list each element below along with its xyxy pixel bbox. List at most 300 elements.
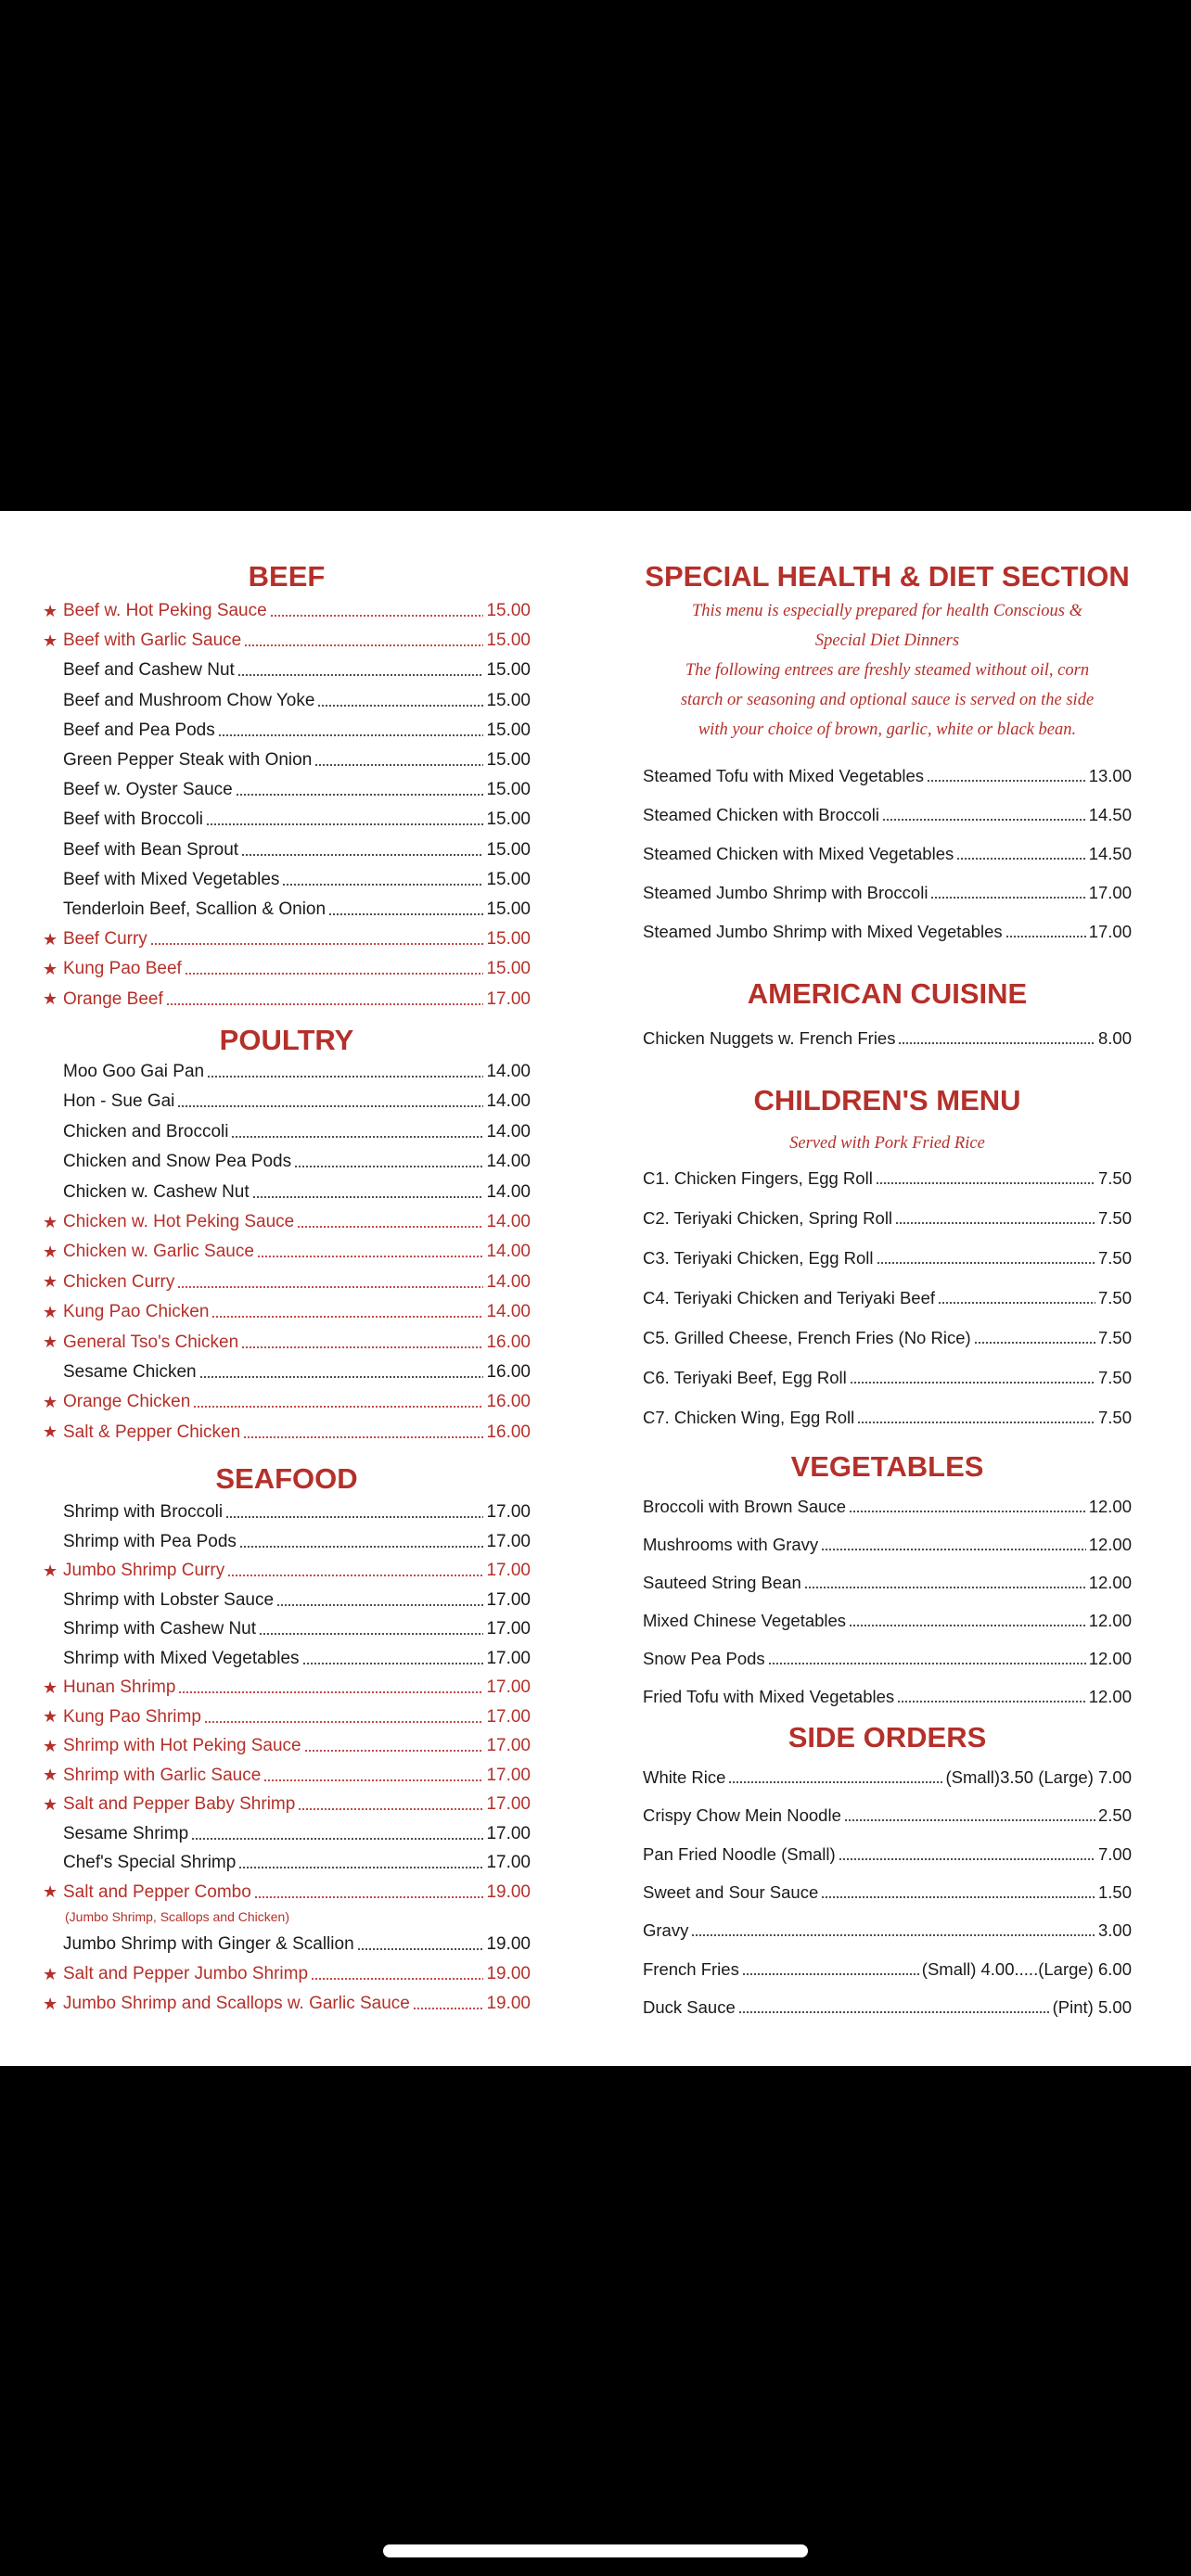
menu-item-price: 19.00 <box>486 1964 531 1983</box>
star-icon: ★ <box>43 1392 58 1411</box>
menu-item-price: 17.00 <box>486 1589 531 1610</box>
menu-item-price: 19.00 <box>486 1934 531 1954</box>
health-note-line-4: starch or seasoning and optional sauce is served on the side <box>680 691 1095 709</box>
star-icon: ★ <box>43 1302 58 1321</box>
menu-item <box>643 1568 1132 1598</box>
dot-leader <box>849 1624 1086 1627</box>
menu-item-price: 12.00 <box>1088 1611 1132 1630</box>
star-icon: ★ <box>43 959 58 978</box>
menu-item-name: Sesame Shrimp <box>63 1823 189 1843</box>
menu-item <box>43 835 531 865</box>
menu-item <box>43 1673 531 1702</box>
dot-leader <box>252 1195 484 1199</box>
menu-item-name: Beef with Bean Sprout <box>63 839 239 860</box>
menu-item-name: Beef w. Hot Peking Sauce <box>63 601 267 620</box>
menu-item-price: 14.00 <box>486 1242 531 1262</box>
menu-item-name: Sweet and Sour Sauce <box>643 1881 819 1902</box>
menu-item <box>643 917 1132 947</box>
menu-item-price: 14.00 <box>486 1091 531 1112</box>
dot-leader <box>728 1780 942 1784</box>
menu-item-name: Hon - Sue Gai <box>63 1091 175 1112</box>
menu-item-price: 15.00 <box>486 601 531 620</box>
menu-item <box>643 1840 1132 1869</box>
menu-item-price: 14.50 <box>1088 805 1132 824</box>
menu-item <box>643 1916 1132 1945</box>
menu-item <box>43 775 531 805</box>
menu-item-price: 14.00 <box>486 1121 531 1141</box>
dot-leader <box>895 1221 1095 1225</box>
menu-item-name: Mixed Chinese Vegetables <box>643 1611 847 1630</box>
menu-item-price: 14.00 <box>486 1271 531 1292</box>
menu-item <box>43 596 531 626</box>
menu-item-name: Jumbo Shrimp Curry <box>63 1561 225 1580</box>
dot-leader <box>357 1947 484 1951</box>
menu-item-name: Beef and Cashew Nut <box>63 660 235 681</box>
menu-item-price: 19.00 <box>486 1881 531 1902</box>
menu-item-price: 17.00 <box>486 1823 531 1843</box>
menu-item <box>643 761 1132 791</box>
dot-leader <box>857 1421 1095 1424</box>
menu-item-name: C4. Teriyaki Chicken and Teriyaki Beef <box>643 1288 935 1307</box>
star-icon: ★ <box>43 1736 58 1755</box>
menu-item-price: 7.50 <box>1097 1328 1132 1347</box>
dot-leader <box>199 1375 484 1379</box>
menu-item <box>43 1087 531 1116</box>
menu-item-price: 16.00 <box>486 1392 531 1412</box>
menu-item-name: C1. Chicken Fingers, Egg Roll <box>643 1168 873 1188</box>
menu-item-price: 12.00 <box>1088 1649 1132 1668</box>
dot-leader <box>177 1285 483 1289</box>
dot-leader <box>897 1700 1086 1703</box>
dot-leader <box>193 1405 483 1409</box>
menu-item <box>43 925 531 954</box>
menu-item <box>43 805 531 835</box>
dot-leader <box>178 1690 483 1694</box>
vegetables-heading: VEGETABLES <box>790 1450 984 1483</box>
dot-leader <box>241 853 483 857</box>
menu-item <box>643 1363 1132 1393</box>
menu-item-price: 15.00 <box>486 720 531 740</box>
menu-item-name: General Tso's Chicken <box>63 1332 239 1352</box>
star-icon: ★ <box>43 929 58 949</box>
star-icon: ★ <box>43 1882 58 1901</box>
menu-item <box>643 1878 1132 1907</box>
menu-item <box>643 1606 1132 1636</box>
dot-leader <box>876 1181 1095 1185</box>
menu-item-name: Mushrooms with Gravy <box>643 1535 819 1554</box>
menu-item <box>43 1387 531 1417</box>
menu-item-name: Snow Pea Pods <box>643 1649 765 1668</box>
menu-item <box>43 1057 531 1087</box>
menu-item-price: 17.00 <box>486 1736 531 1755</box>
star-icon: ★ <box>43 1212 58 1231</box>
star-icon: ★ <box>43 1422 58 1442</box>
menu-item-price: 17.00 <box>1088 883 1132 902</box>
menu-item <box>643 1323 1132 1353</box>
menu-item-price: 14.00 <box>486 1152 531 1172</box>
menu-item-price: 17.00 <box>1088 922 1132 941</box>
star-icon: ★ <box>43 1964 58 1983</box>
menu-item-price: 15.00 <box>486 780 531 800</box>
star-icon: ★ <box>43 1766 58 1784</box>
menu-item <box>43 656 531 685</box>
dot-leader <box>225 1515 483 1519</box>
star-icon: ★ <box>43 1677 58 1697</box>
menu-item <box>43 895 531 925</box>
dot-leader <box>294 1165 483 1168</box>
menu-item-name: Chicken Curry <box>63 1271 175 1292</box>
menu-item <box>643 1164 1132 1193</box>
menu-item-name: French Fries <box>643 1958 739 1979</box>
dot-leader <box>844 1818 1095 1822</box>
dot-leader <box>927 779 1086 783</box>
menu-item-name: Beef and Pea Pods <box>63 720 215 740</box>
menu-item-price: 7.50 <box>1097 1288 1132 1307</box>
menu-page <box>0 511 1191 2066</box>
menu-item-name: Shrimp with Mixed Vegetables <box>63 1648 300 1668</box>
menu-item <box>43 1930 531 1959</box>
dot-leader <box>259 1632 483 1636</box>
dot-leader <box>243 1435 483 1439</box>
dot-leader <box>314 763 483 767</box>
dot-leader <box>206 823 483 826</box>
dot-leader <box>974 1341 1095 1345</box>
beef-heading: BEEF <box>248 560 326 593</box>
menu-item <box>43 865 531 895</box>
menu-item-name: Fried Tofu with Mixed Vegetables <box>643 1687 895 1706</box>
side-orders-heading: SIDE ORDERS <box>788 1721 987 1753</box>
star-icon: ★ <box>43 1272 58 1292</box>
menu-item <box>643 1530 1132 1560</box>
health-note-line-2: Special Diet Dinners <box>814 631 960 650</box>
menu-item-price: 7.50 <box>1097 1168 1132 1188</box>
menu-item-name: Steamed Tofu with Mixed Vegetables <box>643 766 925 785</box>
dot-leader <box>257 1255 484 1258</box>
american-heading: AMERICAN CUISINE <box>747 977 1028 1010</box>
dot-leader <box>244 644 483 647</box>
dot-leader <box>298 1807 483 1811</box>
menu-item-price: 17.00 <box>486 1561 531 1580</box>
star-icon: ★ <box>43 1561 58 1580</box>
menu-item-name: Salt and Pepper Baby Shrimp <box>63 1794 296 1814</box>
menu-item-name: Chicken and Snow Pea Pods <box>63 1152 292 1172</box>
menu-item-name: Beef with Broccoli <box>63 810 204 830</box>
menu-item-name: C6. Teriyaki Beef, Egg Roll <box>643 1368 847 1387</box>
menu-item-name: Chef's Special Shrimp <box>63 1853 237 1872</box>
menu-item-name: Pan Fried Noodle (Small) <box>643 1843 836 1864</box>
menu-item-price: 7.50 <box>1097 1368 1132 1387</box>
menu-item-price: 12.00 <box>1088 1497 1132 1516</box>
dot-leader <box>237 673 484 677</box>
combo-note: (Jumbo Shrimp, Scallops and Chicken) <box>65 1909 289 1924</box>
menu-item <box>43 746 531 775</box>
menu-item <box>643 1204 1132 1233</box>
menu-item-name: Hunan Shrimp <box>63 1677 176 1697</box>
dot-leader <box>254 1895 484 1899</box>
menu-item <box>43 1498 531 1527</box>
menu-item-price: 7.50 <box>1097 1248 1132 1268</box>
menu-item-name: Shrimp with Cashew Nut <box>63 1619 257 1639</box>
menu-item-name: Duck Sauce <box>643 1996 736 2017</box>
menu-item-price: 17.00 <box>486 1706 531 1727</box>
menu-item-price: 15.00 <box>486 869 531 889</box>
menu-item <box>643 1403 1132 1433</box>
menu-item-price: 14.50 <box>1088 844 1132 863</box>
menu-item-price: 15.00 <box>486 690 531 710</box>
dot-leader <box>191 1837 483 1841</box>
dot-leader <box>328 912 483 916</box>
menu-item-name: Jumbo Shrimp with Ginger & Scallion <box>63 1934 354 1954</box>
menu-item <box>643 1283 1132 1313</box>
menu-item-name: White Rice <box>643 1767 726 1787</box>
menu-item-name: Broccoli with Brown Sauce <box>643 1497 847 1516</box>
dot-leader <box>882 818 1086 822</box>
menu-item-name: Chicken w. Garlic Sauce <box>63 1242 254 1262</box>
dot-leader <box>413 2007 484 2010</box>
dot-leader <box>263 1779 483 1782</box>
star-icon: ★ <box>43 1242 58 1261</box>
dot-leader <box>956 857 1085 861</box>
menu-item-price: 14.00 <box>486 1302 531 1322</box>
menu-item-price: 7.50 <box>1097 1208 1132 1228</box>
star-icon: ★ <box>43 1333 58 1352</box>
menu-item <box>43 1614 531 1644</box>
dot-leader <box>821 1548 1086 1551</box>
health-diet-heading: SPECIAL HEALTH & DIET SECTION <box>645 560 1130 593</box>
dot-leader <box>1005 935 1086 938</box>
menu-item-price: (Small)3.50 (Large) 7.00 <box>945 1767 1132 1787</box>
menu-item-name: Sesame Chicken <box>63 1362 197 1382</box>
menu-item <box>43 1959 531 1989</box>
menu-item <box>643 1993 1132 2022</box>
menu-item-price: 12.00 <box>1088 1573 1132 1592</box>
menu-item-price: 15.00 <box>486 929 531 950</box>
menu-item <box>643 1955 1132 1984</box>
menu-item-name: Jumbo Shrimp and Scallops w. Garlic Sauce <box>63 1994 410 2013</box>
menu-item <box>43 1418 531 1447</box>
menu-item-price: 12.00 <box>1088 1535 1132 1554</box>
menu-item-price: 8.00 <box>1097 1028 1132 1048</box>
menu-item-name: Chicken w. Cashew Nut <box>63 1181 250 1202</box>
menu-item-name: C2. Teriyaki Chicken, Spring Roll <box>643 1208 893 1228</box>
menu-item-price: 12.00 <box>1088 1687 1132 1706</box>
menu-item <box>643 1024 1132 1053</box>
menu-item-price: 7.00 <box>1097 1843 1132 1864</box>
menu-item <box>643 1682 1132 1712</box>
menu-item-price: 17.00 <box>486 1853 531 1872</box>
menu-item-name: Salt and Pepper Jumbo Shrimp <box>63 1964 309 1983</box>
menu-item <box>643 1492 1132 1522</box>
menu-item-name: C3. Teriyaki Chicken, Egg Roll <box>643 1248 874 1268</box>
menu-item-name: Shrimp with Lobster Sauce <box>63 1589 275 1610</box>
menu-item-price: 15.00 <box>486 839 531 860</box>
menu-item-price: 16.00 <box>486 1422 531 1442</box>
menu-item-price: 17.00 <box>486 1794 531 1814</box>
menu-item-name: C5. Grilled Cheese, French Fries (No Rice) <box>643 1328 971 1347</box>
menu-item <box>643 1243 1132 1273</box>
menu-item-price: (Pint) 5.00 <box>1052 1996 1132 2017</box>
dot-leader <box>239 1545 484 1549</box>
dot-leader <box>304 1749 484 1753</box>
menu-item-price: (Small) 4.00.....(Large) 6.00 <box>921 1958 1132 1979</box>
dot-leader <box>898 1041 1095 1045</box>
menu-item-price: 16.00 <box>486 1332 531 1352</box>
menu-item <box>43 686 531 716</box>
menu-item <box>43 626 531 656</box>
dot-leader <box>821 1895 1095 1899</box>
menu-item-name: Chicken and Broccoli <box>63 1121 229 1141</box>
menu-item <box>43 1586 531 1615</box>
menu-item-price: 15.00 <box>486 810 531 830</box>
menu-item-price: 17.00 <box>486 1677 531 1697</box>
menu-item-price: 15.00 <box>486 660 531 681</box>
menu-item <box>43 954 531 984</box>
menu-item-name: Green Pepper Steak with Onion <box>63 750 313 770</box>
dot-leader <box>938 1301 1095 1305</box>
home-indicator[interactable] <box>383 2544 808 2557</box>
menu-item-name: Shrimp with Hot Peking Sauce <box>63 1736 301 1755</box>
menu-item <box>43 1268 531 1297</box>
menu-item-name: Beef with Garlic Sauce <box>63 631 242 651</box>
menu-item <box>43 1358 531 1387</box>
menu-item <box>43 1527 531 1557</box>
menu-item <box>43 1178 531 1207</box>
children-note: Served with Pork Fried Rice <box>789 1134 985 1153</box>
dot-leader <box>839 1857 1095 1861</box>
menu-item-price: 17.00 <box>486 1619 531 1639</box>
menu-item <box>43 1644 531 1674</box>
menu-item-name: Orange Chicken <box>63 1392 191 1412</box>
poultry-heading: POULTRY <box>219 1024 354 1056</box>
menu-item-name: Moo Goo Gai Pan <box>63 1062 205 1081</box>
health-note-line-5: with your choice of brown, garlic, white or black bean. <box>698 721 1077 739</box>
star-icon: ★ <box>43 601 58 620</box>
dot-leader <box>850 1381 1095 1384</box>
menu-item-price: 19.00 <box>486 1994 531 2013</box>
menu-item-name: Orange Beef <box>63 988 163 1009</box>
dot-leader <box>849 1510 1086 1513</box>
dot-leader <box>150 942 484 946</box>
dot-leader <box>166 1002 484 1006</box>
menu-item-name: Beef and Mushroom Chow Yoke <box>63 690 315 710</box>
menu-item <box>43 1147 531 1177</box>
menu-item-name: Chicken Nuggets w. French Fries <box>643 1028 896 1048</box>
seafood-heading: SEAFOOD <box>215 1462 358 1495</box>
dot-leader <box>270 614 484 618</box>
menu-item <box>43 1207 531 1237</box>
dot-leader <box>177 1104 483 1108</box>
menu-item <box>43 1237 531 1267</box>
menu-item <box>43 1878 531 1907</box>
menu-item <box>43 1328 531 1358</box>
dot-leader <box>211 1315 483 1319</box>
menu-item <box>43 1819 531 1849</box>
menu-item-price: 14.00 <box>486 1212 531 1231</box>
menu-item <box>643 1801 1132 1830</box>
dot-leader <box>185 972 484 976</box>
dot-leader <box>742 1972 919 1976</box>
menu-item <box>43 1556 531 1586</box>
menu-item <box>643 800 1132 830</box>
menu-item-name: Shrimp with Pea Pods <box>63 1531 237 1551</box>
menu-item-price: 14.00 <box>486 1062 531 1081</box>
menu-item-price: 2.50 <box>1097 1805 1132 1826</box>
menu-item-name: Beef with Mixed Vegetables <box>63 869 280 889</box>
menu-item-name: Shrimp with Broccoli <box>63 1502 224 1522</box>
star-icon: ★ <box>43 989 58 1009</box>
menu-item-price: 17.00 <box>486 988 531 1009</box>
dot-leader <box>238 1866 483 1869</box>
dot-leader <box>302 1662 484 1665</box>
menu-item-name: Beef Curry <box>63 929 147 950</box>
menu-item <box>643 1644 1132 1674</box>
menu-item-name: Kung Pao Chicken <box>63 1302 210 1322</box>
dot-leader <box>877 1261 1095 1265</box>
star-icon: ★ <box>43 1794 58 1814</box>
dot-leader <box>207 1075 483 1078</box>
menu-item-price: 3.00 <box>1097 1920 1132 1941</box>
menu-item-price: 17.00 <box>486 1765 531 1785</box>
menu-item-name: Tenderloin Beef, Scallion & Onion <box>63 899 327 919</box>
menu-item-price: 1.50 <box>1097 1881 1132 1902</box>
menu-item-name: Shrimp with Garlic Sauce <box>63 1765 262 1785</box>
menu-item <box>43 1702 531 1732</box>
menu-item-price: 17.00 <box>486 1502 531 1522</box>
menu-item-price: 7.50 <box>1097 1408 1132 1427</box>
menu-item-price: 15.00 <box>486 899 531 919</box>
dot-leader <box>930 896 1085 899</box>
menu-item <box>43 1297 531 1327</box>
dot-leader <box>204 1720 484 1724</box>
menu-item-name: Kung Pao Beef <box>63 959 182 979</box>
menu-item-price: 13.00 <box>1088 766 1132 785</box>
menu-item-name: Kung Pao Shrimp <box>63 1706 201 1727</box>
menu-item <box>643 839 1132 869</box>
menu-item <box>43 1989 531 2019</box>
menu-item-name: Gravy <box>643 1920 689 1941</box>
menu-item-name: Steamed Chicken with Broccoli <box>643 805 879 824</box>
dot-leader <box>282 883 483 886</box>
star-icon: ★ <box>43 1707 58 1726</box>
menu-item <box>43 985 531 1014</box>
dot-leader <box>297 1225 483 1229</box>
dot-leader <box>231 1135 483 1139</box>
menu-item-price: 17.00 <box>486 1648 531 1668</box>
menu-item <box>43 1848 531 1878</box>
dot-leader <box>738 2010 1050 2014</box>
menu-item <box>43 1790 531 1819</box>
star-icon: ★ <box>43 631 58 650</box>
menu-item-name: Steamed Jumbo Shrimp with Mixed Vegetables <box>643 922 1003 941</box>
dot-leader <box>311 1977 483 1981</box>
dot-leader <box>317 704 483 708</box>
dot-leader <box>276 1603 483 1607</box>
menu-item-price: 17.00 <box>486 1531 531 1551</box>
menu-item-name: Steamed Jumbo Shrimp with Broccoli <box>643 883 928 902</box>
dot-leader <box>241 1345 483 1349</box>
menu-item <box>43 1761 531 1791</box>
menu-item-name: C7. Chicken Wing, Egg Roll <box>643 1408 855 1427</box>
children-heading: CHILDREN'S MENU <box>753 1084 1021 1116</box>
dot-leader <box>227 1574 483 1577</box>
menu-item <box>643 1763 1132 1792</box>
menu-item-price: 15.00 <box>486 631 531 651</box>
menu-item-name: Sauteed String Bean <box>643 1573 801 1592</box>
dot-leader <box>768 1662 1086 1665</box>
menu-item <box>43 1117 531 1147</box>
menu-item <box>643 878 1132 908</box>
health-note-line-1: This menu is especially prepared for health Conscious & <box>691 602 1082 620</box>
